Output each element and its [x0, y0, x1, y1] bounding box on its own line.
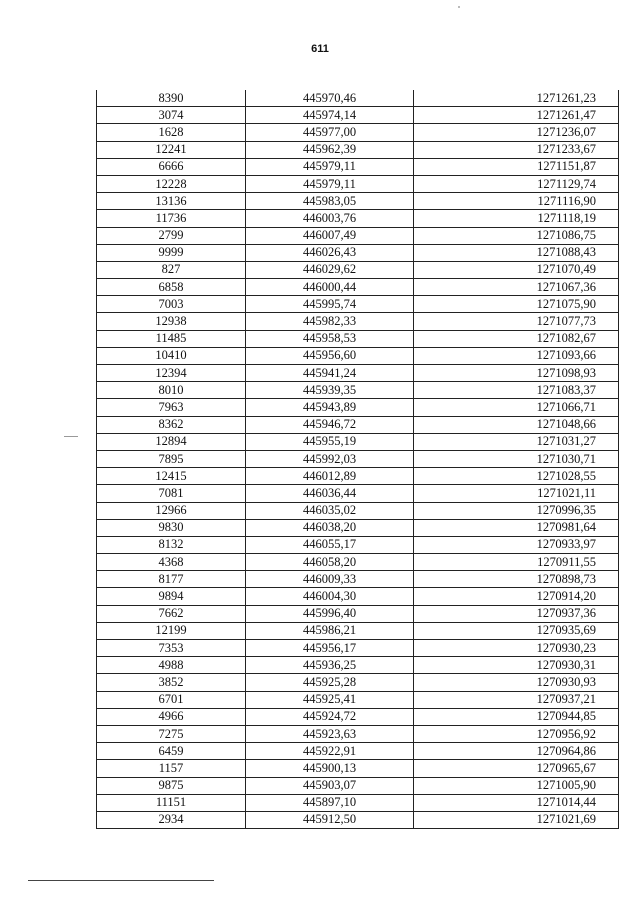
y-coordinate-cell: 1270964,86 [414, 743, 619, 760]
table-row [97, 296, 619, 313]
point-number-cell: 7081 [97, 485, 246, 502]
y-coordinate-cell: 1271021,11 [414, 485, 619, 502]
point-number-cell: 4368 [97, 554, 246, 571]
y-coordinate-cell: 1271261,47 [414, 107, 619, 124]
x-coordinate-cell: 445943,89 [246, 399, 414, 416]
point-number-cell: 13136 [97, 193, 246, 210]
table-row [97, 588, 619, 605]
y-coordinate-cell: 1271067,36 [414, 279, 619, 296]
table-row [97, 124, 619, 141]
y-coordinate-cell: 1270930,23 [414, 640, 619, 657]
y-coordinate-cell: 1271236,07 [414, 124, 619, 141]
x-coordinate-cell: 445924,72 [246, 708, 414, 725]
x-coordinate-cell: 446038,20 [246, 519, 414, 536]
x-coordinate-cell: 446029,62 [246, 261, 414, 278]
point-number-cell: 4966 [97, 708, 246, 725]
table-row [97, 313, 619, 330]
x-coordinate-cell: 445996,40 [246, 605, 414, 622]
table-row [97, 571, 619, 588]
point-number-cell: 12966 [97, 502, 246, 519]
point-number-cell: 12199 [97, 622, 246, 639]
point-number-cell: 8390 [97, 90, 246, 107]
table-row [97, 90, 619, 107]
table-row [97, 347, 619, 364]
table-row [97, 433, 619, 450]
coordinates-table [96, 90, 619, 829]
table-row [97, 605, 619, 622]
point-number-cell: 1628 [97, 124, 246, 141]
y-coordinate-cell: 1271129,74 [414, 175, 619, 192]
point-number-cell: 827 [97, 261, 246, 278]
x-coordinate-cell: 445903,07 [246, 777, 414, 794]
y-coordinate-cell: 1271086,75 [414, 227, 619, 244]
table-row [97, 399, 619, 416]
y-coordinate-cell: 1271048,66 [414, 416, 619, 433]
x-coordinate-cell: 445946,72 [246, 416, 414, 433]
y-coordinate-cell: 1271030,71 [414, 450, 619, 467]
y-coordinate-cell: 1271082,67 [414, 330, 619, 347]
point-number-cell: 9999 [97, 244, 246, 261]
y-coordinate-cell: 1271075,90 [414, 296, 619, 313]
table-row [97, 158, 619, 175]
table-row [97, 244, 619, 261]
y-coordinate-cell: 1270937,36 [414, 605, 619, 622]
y-coordinate-cell: 1270933,97 [414, 536, 619, 553]
x-coordinate-cell: 445986,21 [246, 622, 414, 639]
table-row [97, 725, 619, 742]
point-number-cell: 12228 [97, 175, 246, 192]
table-row [97, 708, 619, 725]
x-coordinate-cell: 445977,00 [246, 124, 414, 141]
table-row [97, 382, 619, 399]
table-row [97, 640, 619, 657]
point-number-cell: 2934 [97, 811, 246, 828]
x-coordinate-cell: 445992,03 [246, 450, 414, 467]
table-row [97, 691, 619, 708]
x-coordinate-cell: 445979,11 [246, 175, 414, 192]
x-coordinate-cell: 446004,30 [246, 588, 414, 605]
point-number-cell: 9894 [97, 588, 246, 605]
y-coordinate-cell: 1271261,23 [414, 90, 619, 107]
y-coordinate-cell: 1271151,87 [414, 158, 619, 175]
y-coordinate-cell: 1271028,55 [414, 468, 619, 485]
x-coordinate-cell: 446000,44 [246, 279, 414, 296]
y-coordinate-cell: 1271031,27 [414, 433, 619, 450]
table-row [97, 210, 619, 227]
x-coordinate-cell: 445955,19 [246, 433, 414, 450]
point-number-cell: 10410 [97, 347, 246, 364]
point-number-cell: 6858 [97, 279, 246, 296]
x-coordinate-cell: 445983,05 [246, 193, 414, 210]
point-number-cell: 4988 [97, 657, 246, 674]
y-coordinate-cell: 1270898,73 [414, 571, 619, 588]
x-coordinate-cell: 445956,17 [246, 640, 414, 657]
x-coordinate-cell: 445956,60 [246, 347, 414, 364]
x-coordinate-cell: 446026,43 [246, 244, 414, 261]
point-number-cell: 11736 [97, 210, 246, 227]
table-row [97, 193, 619, 210]
table-row [97, 416, 619, 433]
table-row [97, 502, 619, 519]
point-number-cell: 6701 [97, 691, 246, 708]
table-row [97, 450, 619, 467]
table-row [97, 811, 619, 828]
x-coordinate-cell: 445970,46 [246, 90, 414, 107]
x-coordinate-cell: 446009,33 [246, 571, 414, 588]
y-coordinate-cell: 1270937,21 [414, 691, 619, 708]
point-number-cell: 11485 [97, 330, 246, 347]
point-number-cell: 12894 [97, 433, 246, 450]
point-number-cell: 12938 [97, 313, 246, 330]
x-coordinate-cell: 445958,53 [246, 330, 414, 347]
y-coordinate-cell: 1271088,43 [414, 244, 619, 261]
y-coordinate-cell: 1270935,69 [414, 622, 619, 639]
table-row [97, 485, 619, 502]
y-coordinate-cell: 1270944,85 [414, 708, 619, 725]
table-row [97, 365, 619, 382]
point-number-cell: 7275 [97, 725, 246, 742]
y-coordinate-cell: 1270911,55 [414, 554, 619, 571]
point-number-cell: 12415 [97, 468, 246, 485]
point-number-cell: 9830 [97, 519, 246, 536]
point-number-cell: 8177 [97, 571, 246, 588]
table-row [97, 777, 619, 794]
table-row [97, 261, 619, 278]
y-coordinate-cell: 1271066,71 [414, 399, 619, 416]
y-coordinate-cell: 1270956,92 [414, 725, 619, 742]
y-coordinate-cell: 1271098,93 [414, 365, 619, 382]
y-coordinate-cell: 1270996,35 [414, 502, 619, 519]
x-coordinate-cell: 446036,44 [246, 485, 414, 502]
table-row [97, 175, 619, 192]
table-row [97, 760, 619, 777]
table-row [97, 468, 619, 485]
table-row [97, 107, 619, 124]
table-row [97, 743, 619, 760]
y-coordinate-cell: 1271116,90 [414, 193, 619, 210]
table-row [97, 622, 619, 639]
y-coordinate-cell: 1271118,19 [414, 210, 619, 227]
point-number-cell: 8362 [97, 416, 246, 433]
point-number-cell: 3852 [97, 674, 246, 691]
table-row [97, 519, 619, 536]
y-coordinate-cell: 1271093,66 [414, 347, 619, 364]
y-coordinate-cell: 1270930,93 [414, 674, 619, 691]
point-number-cell: 3074 [97, 107, 246, 124]
x-coordinate-cell: 445995,74 [246, 296, 414, 313]
x-coordinate-cell: 445982,33 [246, 313, 414, 330]
x-coordinate-cell: 445974,14 [246, 107, 414, 124]
x-coordinate-cell: 446003,76 [246, 210, 414, 227]
x-coordinate-cell: 445979,11 [246, 158, 414, 175]
table-row [97, 554, 619, 571]
footnote-separator [28, 880, 214, 881]
y-coordinate-cell: 1271233,67 [414, 141, 619, 158]
y-coordinate-cell: 1271005,90 [414, 777, 619, 794]
point-number-cell: 8010 [97, 382, 246, 399]
table-row [97, 674, 619, 691]
y-coordinate-cell: 1270965,67 [414, 760, 619, 777]
point-number-cell: 8132 [97, 536, 246, 553]
y-coordinate-cell: 1270930,31 [414, 657, 619, 674]
y-coordinate-cell: 1270981,64 [414, 519, 619, 536]
x-coordinate-cell: 445939,35 [246, 382, 414, 399]
x-coordinate-cell: 445925,28 [246, 674, 414, 691]
y-coordinate-cell: 1271083,37 [414, 382, 619, 399]
y-coordinate-cell: 1271070,49 [414, 261, 619, 278]
table-row [97, 141, 619, 158]
x-coordinate-cell: 446055,17 [246, 536, 414, 553]
x-coordinate-cell: 445923,63 [246, 725, 414, 742]
point-number-cell: 6666 [97, 158, 246, 175]
point-number-cell: 1157 [97, 760, 246, 777]
point-number-cell: 7003 [97, 296, 246, 313]
table-row [97, 279, 619, 296]
point-number-cell: 2799 [97, 227, 246, 244]
x-coordinate-cell: 445912,50 [246, 811, 414, 828]
table-row [97, 536, 619, 553]
x-coordinate-cell: 445897,10 [246, 794, 414, 811]
x-coordinate-cell: 445922,91 [246, 743, 414, 760]
point-number-cell: 7353 [97, 640, 246, 657]
x-coordinate-cell: 445925,41 [246, 691, 414, 708]
coordinates-table-body [97, 90, 619, 829]
table-row [97, 794, 619, 811]
x-coordinate-cell: 446007,49 [246, 227, 414, 244]
point-number-cell: 12241 [97, 141, 246, 158]
point-number-cell: 6459 [97, 743, 246, 760]
x-coordinate-cell: 445962,39 [246, 141, 414, 158]
page-number: 611 [311, 43, 329, 55]
point-number-cell: 7963 [97, 399, 246, 416]
table-row [97, 227, 619, 244]
point-number-cell: 11151 [97, 794, 246, 811]
point-number-cell: 7662 [97, 605, 246, 622]
table-row [97, 330, 619, 347]
y-coordinate-cell: 1271077,73 [414, 313, 619, 330]
margin-mark [64, 436, 78, 437]
table-row [97, 657, 619, 674]
x-coordinate-cell: 446035,02 [246, 502, 414, 519]
x-coordinate-cell: 445936,25 [246, 657, 414, 674]
scan-speck [458, 6, 460, 8]
x-coordinate-cell: 445900,13 [246, 760, 414, 777]
x-coordinate-cell: 445941,24 [246, 365, 414, 382]
y-coordinate-cell: 1271021,69 [414, 811, 619, 828]
y-coordinate-cell: 1270914,20 [414, 588, 619, 605]
point-number-cell: 12394 [97, 365, 246, 382]
x-coordinate-cell: 446012,89 [246, 468, 414, 485]
point-number-cell: 7895 [97, 450, 246, 467]
point-number-cell: 9875 [97, 777, 246, 794]
y-coordinate-cell: 1271014,44 [414, 794, 619, 811]
x-coordinate-cell: 446058,20 [246, 554, 414, 571]
